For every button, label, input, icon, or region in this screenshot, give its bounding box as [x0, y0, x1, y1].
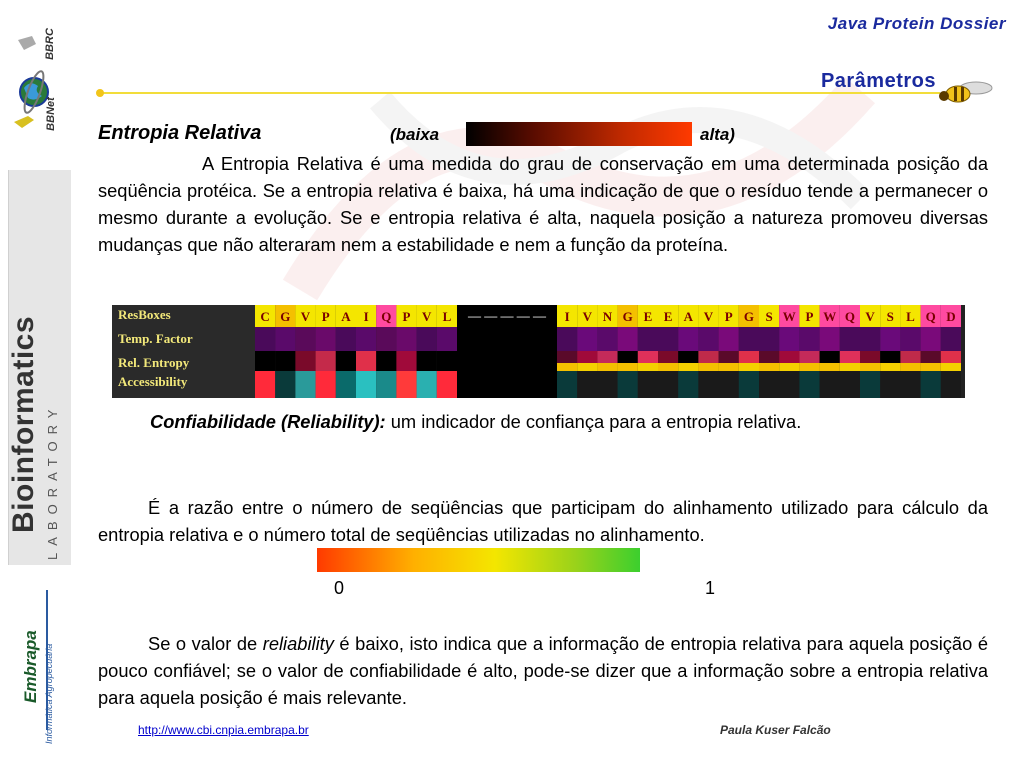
section-title: Parâmetros [820, 70, 936, 92]
entropy-cell [255, 351, 275, 371]
residue-right: V [703, 309, 714, 324]
entropy-cell [336, 351, 356, 371]
conclusion-term: reliability [262, 633, 334, 654]
access-cell [799, 371, 819, 398]
residue-right: S [765, 309, 773, 324]
laboratory-subtitle: LABORATORY [45, 402, 60, 560]
access-cell [840, 371, 860, 398]
access-bar [739, 363, 759, 371]
access-bar [820, 363, 840, 371]
access-bar [921, 363, 941, 371]
temp-cell [597, 327, 617, 351]
entropy-cell [316, 351, 336, 371]
bbrc-label: BBRC [43, 28, 56, 60]
access-bar [840, 363, 860, 371]
access-bar [658, 363, 678, 371]
entropy-cell [860, 351, 880, 363]
access-bar [618, 363, 638, 371]
access-cell [316, 371, 336, 398]
entropy-cell [880, 351, 900, 363]
access-bar [779, 363, 799, 371]
residue-right: Q [925, 309, 936, 324]
embrapa-logo: Embrapa [21, 630, 40, 703]
access-bar [597, 363, 617, 371]
access-bar [799, 363, 819, 371]
temp-cell [698, 327, 718, 351]
entropy-cell [417, 351, 437, 371]
access-bar [678, 363, 698, 371]
residue-right: E [643, 309, 653, 324]
entropy-cell [295, 351, 315, 371]
bbnet-label: BBNet [44, 97, 57, 131]
access-cell [719, 371, 739, 398]
row-label-temp-factor: Temp. Factor [118, 331, 193, 346]
reliability-intro [98, 408, 988, 435]
residue-right: P [805, 309, 814, 324]
temp-cell [941, 327, 961, 351]
entropy-cell [799, 351, 819, 363]
temp-cell [921, 327, 941, 351]
access-cell [678, 371, 698, 398]
entropy-cell [779, 351, 799, 363]
temp-cell [437, 327, 457, 351]
footer-author: Paula Kuser Falcão [720, 723, 831, 737]
access-bar [698, 363, 718, 371]
access-bar [577, 363, 597, 371]
residue-right: N [602, 309, 613, 324]
residue-right: P [724, 309, 733, 324]
temp-cell [799, 327, 819, 351]
access-cell [255, 371, 275, 398]
entropy-cell [820, 351, 840, 363]
row-label-accessibility: Accessibility [118, 374, 188, 389]
temp-cell [577, 327, 597, 351]
rule-dot [96, 89, 104, 97]
temp-cell [255, 327, 275, 351]
entropy-cell [759, 351, 779, 363]
temp-cell [719, 327, 739, 351]
access-cell [336, 371, 356, 398]
residue-left: A [341, 309, 351, 324]
bioinformatics-title: Bioinformatics [7, 315, 40, 533]
access-cell [437, 371, 457, 398]
temp-cell [759, 327, 779, 351]
entropy-cell [900, 351, 920, 363]
entropy-cell [618, 351, 638, 363]
residue-right: G [743, 309, 754, 324]
access-bar [880, 363, 900, 371]
residue-right: W [823, 309, 837, 324]
temp-cell [860, 327, 880, 351]
header-rule [100, 92, 940, 94]
access-bar [557, 363, 577, 371]
temp-cell [779, 327, 799, 351]
residue-left: Q [381, 309, 392, 324]
reliability-definition-text: É a razão entre o número de seqüências que participam do alinhamento utilizado para cálculo da entropia relativa e o número total de seqüências utilizadas no alinhamento. [98, 497, 988, 545]
entropy-cell [840, 351, 860, 363]
footer-url-link[interactable]: http://www.cbi.cnpia.embrapa.br [138, 723, 309, 737]
access-bar [860, 363, 880, 371]
reliability-conclusion [98, 630, 988, 711]
access-cell [396, 371, 416, 398]
residue-right: E [663, 309, 673, 324]
temp-cell [880, 327, 900, 351]
reliability-gradient-bar [317, 548, 640, 572]
access-bar [900, 363, 920, 371]
residue-right: V [582, 309, 592, 324]
residue-right: D [946, 309, 956, 324]
residue-left: L [442, 309, 452, 324]
entropy-cell [638, 351, 658, 363]
embrapa-subtitle: Informática Agropecuária [44, 643, 54, 744]
residue-left: P [321, 309, 330, 324]
access-cell [739, 371, 759, 398]
entropy-cell [719, 351, 739, 363]
temp-cell [739, 327, 759, 351]
residue-right: A [683, 309, 693, 324]
row-label-rel-entropy: Rel. Entropy [118, 355, 190, 370]
temp-cell [840, 327, 860, 351]
residue-left: V [422, 309, 432, 324]
access-cell [275, 371, 295, 398]
entropy-cell [921, 351, 941, 363]
entropy-cell [396, 351, 416, 371]
reliability-heading-rest: um indicador de confiança para a entropia relativa. [390, 411, 802, 432]
residue-right: I [564, 309, 570, 324]
residue-left: G [280, 309, 291, 324]
access-cell [557, 371, 577, 398]
temp-cell [275, 327, 295, 351]
access-cell [638, 371, 658, 398]
residue-right: W [782, 309, 796, 324]
temp-cell [336, 327, 356, 351]
entropy-cell [376, 351, 396, 371]
access-cell [921, 371, 941, 398]
temp-cell [678, 327, 698, 351]
access-cell [597, 371, 617, 398]
entropy-cell [739, 351, 759, 363]
entropy-high-label: alta) [700, 125, 735, 144]
entropy-gradient-bar [466, 122, 692, 146]
site-title: Java Protein Dossier [827, 14, 1006, 33]
entropy-cell [557, 351, 577, 363]
temp-cell [376, 327, 396, 351]
alignment-figure [112, 305, 965, 398]
entropy-cell [275, 351, 295, 371]
access-cell [658, 371, 678, 398]
temp-cell [396, 327, 416, 351]
entropy-cell [577, 351, 597, 363]
entropy-cell [658, 351, 678, 363]
temp-cell [900, 327, 920, 351]
entropy-heading: Entropia Relativa [98, 122, 262, 144]
temp-cell [417, 327, 437, 351]
entropy-low-label: (baixa [390, 125, 440, 144]
residue-left: C [260, 309, 270, 324]
residue-right: V [865, 309, 875, 324]
sidebar [0, 0, 70, 768]
access-cell [759, 371, 779, 398]
temp-cell [658, 327, 678, 351]
entropy-cell [678, 351, 698, 363]
access-cell [376, 371, 396, 398]
entropy-cell [941, 351, 961, 363]
access-cell [356, 371, 376, 398]
bee-icon [932, 78, 994, 106]
temp-cell [316, 327, 336, 351]
entropy-cell [437, 351, 457, 371]
residue-left: V [300, 309, 311, 324]
residue-right: Q [844, 309, 855, 324]
temp-cell [295, 327, 315, 351]
temp-cell [820, 327, 840, 351]
reliability-heading: Confiabilidade (Reliability): [150, 411, 386, 432]
access-bar [719, 363, 739, 371]
residue-left: I [363, 309, 369, 324]
temp-cell [638, 327, 658, 351]
alignment-grid [112, 305, 965, 398]
access-cell [417, 371, 437, 398]
entropy-cell [698, 351, 718, 363]
access-cell [577, 371, 597, 398]
temp-cell [618, 327, 638, 351]
reliability-scale-min: 0 [334, 578, 345, 598]
access-cell [860, 371, 880, 398]
entropy-cell [597, 351, 617, 363]
temp-cell [557, 327, 577, 351]
conclusion-post: é baixo, isto indica que a informação de entropia relativa para aquela posição é pouco confiável; se o valor de confiabilidade é alto, pode-se dizer que a informação sobre a entropia relativa para aquela posição é mais relevante. [98, 633, 988, 708]
access-bar [941, 363, 961, 371]
entropy-description-text: A Entropia Relativa é uma medida do grau de conservação em uma determinada posição da seqüência protéica. Se a entropia relativa é baixa, há uma indicação de que o resíduo tende a permanecer o mesmo durante a evolução. Se e entropia relativa é alta, naquela posição a natureza promoveu diversas mudanças que não alteraram nem a estabilidade e nem a função da proteína. [98, 153, 988, 255]
conclusion-pre: Se o valor de [148, 633, 263, 654]
access-cell [900, 371, 920, 398]
access-cell [779, 371, 799, 398]
access-bar [759, 363, 779, 371]
reliability-scale-max: 1 [705, 578, 716, 598]
gap-text: — — — — — [468, 308, 546, 323]
access-cell [698, 371, 718, 398]
residue-right: L [906, 309, 915, 324]
row-label-resboxes: ResBoxes [118, 307, 171, 322]
access-cell [880, 371, 900, 398]
residue-right: G [622, 309, 633, 324]
entropy-description [98, 150, 988, 258]
residue-right: S [886, 309, 894, 324]
access-cell [941, 371, 961, 398]
temp-cell [356, 327, 376, 351]
access-cell [820, 371, 840, 398]
access-bar [638, 363, 658, 371]
access-cell [618, 371, 638, 398]
reliability-definition [98, 494, 988, 548]
residue-left: P [402, 309, 411, 324]
access-cell [295, 371, 315, 398]
entropy-cell [356, 351, 376, 371]
